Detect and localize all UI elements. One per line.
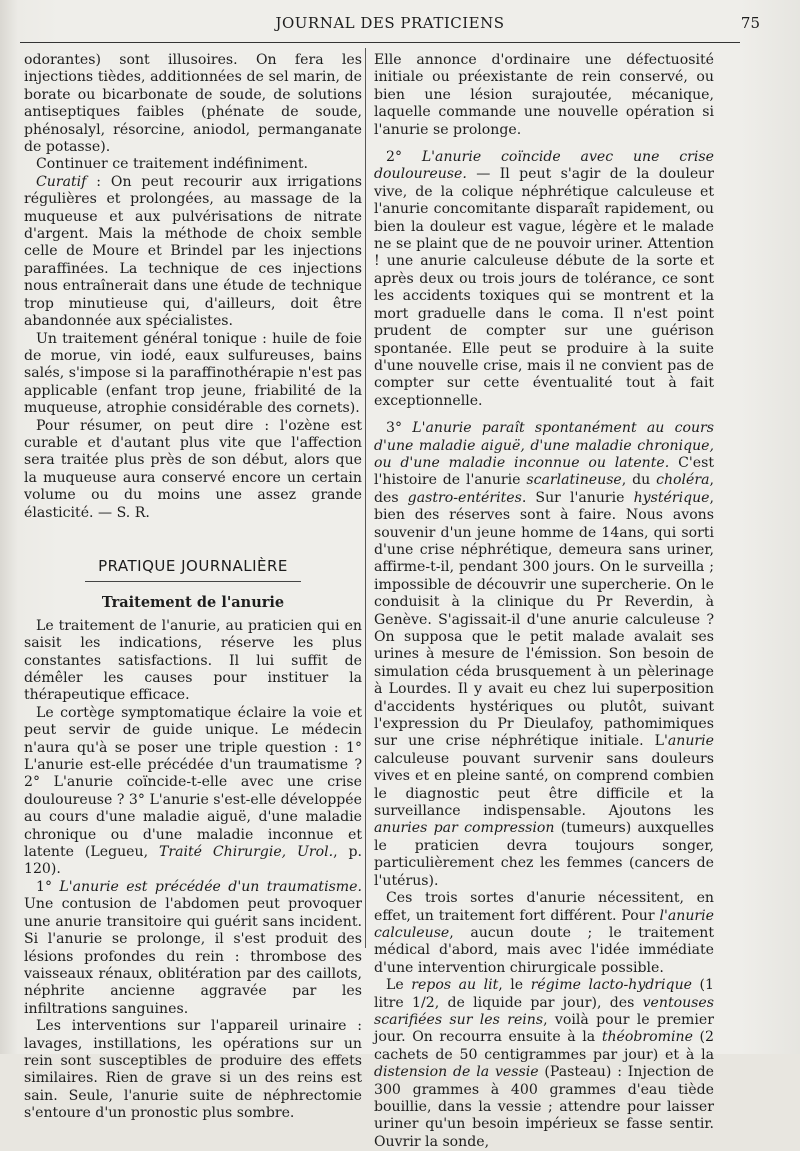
section-rule	[85, 581, 301, 582]
text-run: : On peut recourir aux irrigations régulières et prolongées, au massage de la muqueuse et aux pulvérisations de nitrate d'argent. Mais la méthode de choix semble celle de Moure et Brindel par les injections paraffinées. La technique de ces injections nous entraînerait dans une étude de technique trop minutieuse qui, d'ailleurs, doit être abandonnée aux spécialistes.	[24, 173, 362, 330]
text-run: Le cortège symptomatique éclaire la voie et peut servir de guide unique. Le médecin n'aura qu'à se poser une triple question : 1° L'anurie est-elle précédée d'un traumatisme ? 2° L'anurie coïncide-t-elle avec une crise douloureuse ? 3° L'anurie s'est-elle développée au cours d'une maladie aiguë, d'une maladie chronique ou d'une maladie inconnue et latente (Legueu,	[24, 704, 362, 861]
paragraph	[24, 705, 362, 879]
text-run: , aucun doute ; le traitement médical d'abord, mais avec l'idée immédiate d'une intervention chirurgicale possible.	[374, 924, 714, 976]
paragraph	[374, 420, 714, 890]
paragraph: Continuer ce traitement indéfiniment.	[36, 156, 309, 173]
text-run: , le	[498, 977, 531, 994]
column-divider	[365, 48, 366, 948]
paragraph: Elle annonce d'ordinaire une défectuosité initiale ou préexistante de rein conservé, ou bien une lésion surajoutée, mécanique, laquelle commande une nouvelle opération si l'anurie se prolonge.	[374, 52, 714, 138]
page-number: 75	[740, 14, 760, 32]
paragraph: Un traitement général tonique : huile de foie de morue, vin iodé, eaux sulfureuses, bains salés, s'impose si la paraffinothérapie n'est pas applicable (enfant trop jeune, friabilité de la muqueuse, atrophie considérable des cornets).	[24, 330, 362, 417]
italic-run: anuries par compression	[374, 820, 555, 837]
italic-run: gastro-entérites	[407, 489, 522, 506]
italic-run: scarlatineuse	[526, 472, 622, 489]
italic-run: L'anurie coïncide avec une crise douloureuse.	[374, 149, 714, 183]
italic-run: Curatif	[36, 173, 87, 190]
italic-run: anurie	[667, 733, 714, 750]
text-run: , du	[621, 472, 657, 489]
text-run: calculeuse pouvant survenir sans douleurs vives et en pleine santé, on comprend combien le diagnostic peut être difficile et la surveillance indispensable. Ajoutons les	[374, 750, 714, 820]
header-rule	[20, 42, 740, 43]
running-title: JOURNAL DES PRATICIENS	[275, 14, 505, 32]
text-run: , voilà pour le premier jour. On recourra ensuite à la	[374, 1011, 714, 1046]
text-run: (1 litre 1/2, de liquide par jour), des	[374, 977, 714, 1011]
italic-run: L'anurie est précédée d'un traumatisme.	[59, 878, 362, 895]
italic-run: régime lacto-hydrique	[530, 977, 692, 994]
paragraph	[24, 174, 362, 331]
italic-run: L'anurie paraît spontanément au cours d'une maladie aiguë, d'une maladie chronique, ou d'une maladie inconnue ou latente.	[374, 420, 714, 471]
paragraph	[24, 879, 362, 1018]
text-run: Le	[386, 977, 412, 994]
italic-run: l'anurie calculeuse	[374, 907, 714, 941]
spacer	[374, 410, 714, 420]
text-run: , des	[374, 472, 714, 506]
text-run: (tumeurs) auxquelles le praticien devra toujours songer, particulièrement chez les femmes (cancers de l'utérus).	[374, 820, 714, 889]
paragraph: odorantes) sont illusoires. On fera les injections tièdes, additionnées de sel marin, de borate ou bicarbonate de soude, de solutions antiseptiques faibles (phénate de soude, phénosalyl, résorcine, aniodol, permanganate de potasse).	[24, 52, 362, 156]
text-run: . Sur l'anurie	[521, 489, 634, 506]
paragraph	[374, 890, 714, 977]
text-run: Une contusion de l'abdomen peut provoquer une anurie transitoire qui guérit sans incident. Si l'anurie se prolonge, il s'est produit des lésions profondes du rein : thrombose des vaisseaux rénaux, oblitération par des caillots, néphrite ancienne aggravée par les infiltrations sanguines.	[24, 896, 362, 1017]
paragraph: Pour résumer, on peut dire : l'ozène est curable et d'autant plus vite que l'affection sera traitée plus près de son début, alors que la muqueuse aura conservé encore un certain volume ou du moins une assez grande élasticité. — S. R.	[24, 417, 362, 521]
text-run: Ces trois sortes d'anurie nécessitent, en effet, un traitement fort différent. Pour	[374, 890, 714, 924]
italic-run: repos au lit	[411, 977, 499, 994]
paragraph	[374, 149, 714, 410]
right-column	[374, 52, 714, 1151]
spacer	[374, 139, 714, 149]
italic-run: ventouses scarifiées sur les reins	[374, 994, 714, 1028]
italic-run: choléra	[656, 472, 710, 489]
paragraph: Le traitement de l'anurie, au praticien qui en saisit les indications, réserve les plus constantes satisfactions. Il lui suffit de démêler les causes pour instituer la thérapeutique efficace.	[24, 617, 362, 704]
section-title: PRATIQUE JOURNALIÈRE	[98, 556, 288, 575]
paragraph: Les interventions sur l'appareil urinaire : lavages, instillations, les opérations sur un rein sont susceptibles de produire des effets similaires. Rien de grave si un des reins est sain. Seule, l'anurie suite de néphrectomie s'entoure d'un pronostic plus sombre.	[24, 1018, 362, 1122]
page-header	[20, 14, 760, 36]
text-run: C'est l'histoire de l'anurie	[374, 454, 714, 489]
subsection-title: Traitement de l'anurie	[101, 594, 285, 612]
text-run: — Il peut s'agir de la douleur vive, de la colique néphrétique calculeuse et l'anurie concomitante disparaît rapidement, ou bien la douleur est vague, légère et le malade ne se plaint que de ne pouvoir uriner. Attention ! une anurie calculeuse débute de la sorte et après deux ou trois jours de tolérance, ce sont les accidents toxiques qui se montrent et la mort graduelle dans le coma. Il n'est point prudent de compter sur une guérison spontanée. Elle peut se produire à la suite d'une nouvelle crise, mais il ne convient pas de compter sur cette éventualité tout à fait exceptionnelle.	[374, 166, 714, 409]
text-run: 3°	[386, 420, 413, 437]
italic-run: distension de la vessie	[374, 1064, 539, 1081]
italic-run: hystérique	[633, 489, 710, 506]
italic-run: théobromine	[601, 1029, 693, 1046]
text-run: , p. 120).	[24, 844, 362, 878]
paragraph	[374, 977, 714, 1151]
text-run: (Pasteau) : Injection de 300 grammes à 400 grammes d'eau tiède bouillie, dans la vessie ; attendre pour laisser uriner qu'un besoin impérieux se fasse sentir. Ouvrir la sonde,	[374, 1064, 714, 1150]
text-run: 1°	[36, 878, 60, 895]
italic-run: Traité Chirurgie, Urol.	[158, 844, 334, 861]
text-run: , bien des réserves sont à faire. Nous avons souvenir d'un jeune homme de 14ans, qui sorti d'une crise néphrétique, demeura sans uriner, affirme-t-il, pendant 300 jours. On le surveilla ; impossible de découvrir une supercherie. On le conduisit à la clinique du Pr Reverdin, à Genève. S'agissait-il d'une anurie calculeuse ? On supposa que le petit malade avalait ses urines à mesure de l'émission. Son besoin de simulation céda brusquement à un pèlerinage à Lourdes. Il y avait eu chez lui superposition d'accidents hystériques ou plutôt, suivant l'expression du Pr Dieulafoy, pathomimiques sur une crise néphrétique initiale. L'	[374, 489, 715, 750]
text-run: 2°	[386, 149, 422, 166]
left-column	[24, 52, 362, 1123]
text-run: (2 cachets de 50 centigrammes par jour) et à la	[374, 1029, 714, 1063]
